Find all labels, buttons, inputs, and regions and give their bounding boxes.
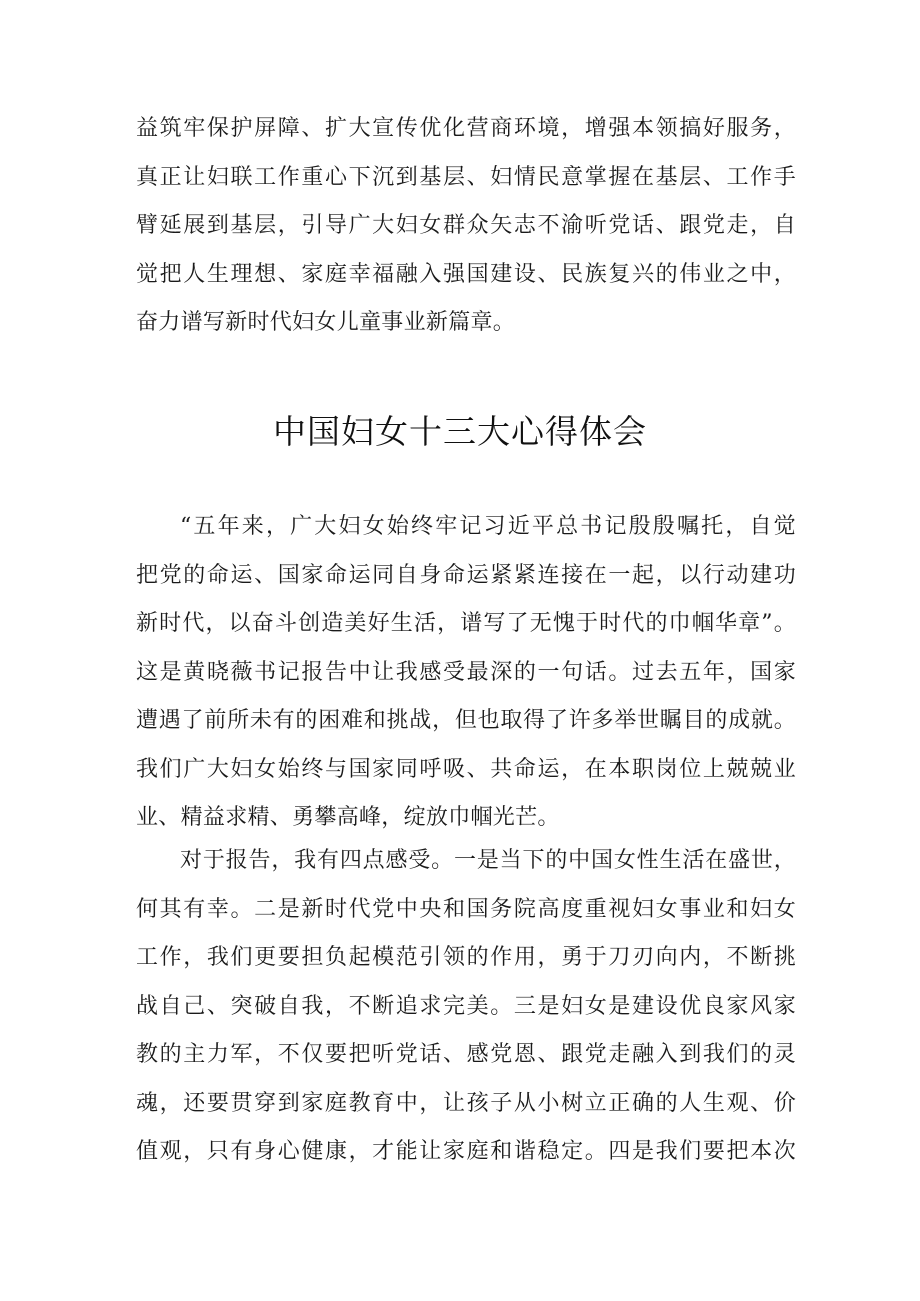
text-line: 战自己、突破自我，不断追求完美。三是妇女是建设优良家风家 (136, 993, 796, 1019)
text-line: 奋力谱写新时代妇女儿童事业新篇章。 (136, 310, 516, 335)
lead-paragraph (136, 105, 796, 348)
text-line: 遭遇了前所未有的困难和挑战，但也取得了许多举世瞩目的成就。 (136, 708, 796, 733)
text-line: 工作，我们更要担负起模范引领的作用，勇于刀刃向内，不断挑 (136, 945, 796, 970)
text-line: 觉把人生理想、家庭幸福融入强国建设、民族复兴的伟业之中， (136, 261, 796, 287)
document-title: 中国妇女十三大心得体会 (273, 412, 647, 451)
text-line: 这是黄晓薇书记报告中让我感受最深的一句话。过去五年，国家 (136, 659, 796, 685)
text-line: 真正让妇联工作重心下沉到基层、妇情民意掌握在基层、工作手 (136, 164, 796, 190)
text-line: 何其有幸。二是新时代党中央和国务院高度重视妇女事业和妇女 (136, 896, 796, 922)
text-line: “五年来，广大妇女始终牢记习近平总书记殷殷嘱托，自觉 (180, 514, 796, 539)
text-line: 新时代，以奋斗创造美好生活，谱写了无愧于时代的巾帼华章”。 (136, 611, 796, 636)
text-line: 益筑牢保护屏障、扩大宣传优化营商环境，增强本领搞好服务， (136, 116, 796, 141)
text-line: 我们广大妇女始终与国家同呼吸、共命运，在本职岗位上兢兢业 (136, 756, 796, 782)
text-line: 把党的命运、国家命运同自身命运紧紧连接在一起，以行动建功 (136, 562, 796, 588)
text-line: 臂延展到基层，引导广大妇女群众矢志不渝听党话、跟党走，自 (136, 213, 796, 238)
paragraph-1 (136, 503, 796, 843)
text-line: 业、精益求精、勇攀高峰，绽放巾帼光芒。 (136, 805, 560, 830)
text-line: 对于报告，我有四点感受。一是当下的中国女性生活在盛世， (180, 848, 796, 873)
text-line: 教的主力军，不仅要把听党话、感党恩、跟党走融入到我们的灵 (136, 1042, 796, 1067)
paragraph-2 (136, 837, 796, 1177)
text-line: 魂，还要贯穿到家庭教育中，让孩子从小树立正确的人生观、价 (136, 1090, 796, 1116)
text-line: 值观，只有身心健康，才能让家庭和谐稳定。四是我们要把本次 (136, 1139, 796, 1164)
